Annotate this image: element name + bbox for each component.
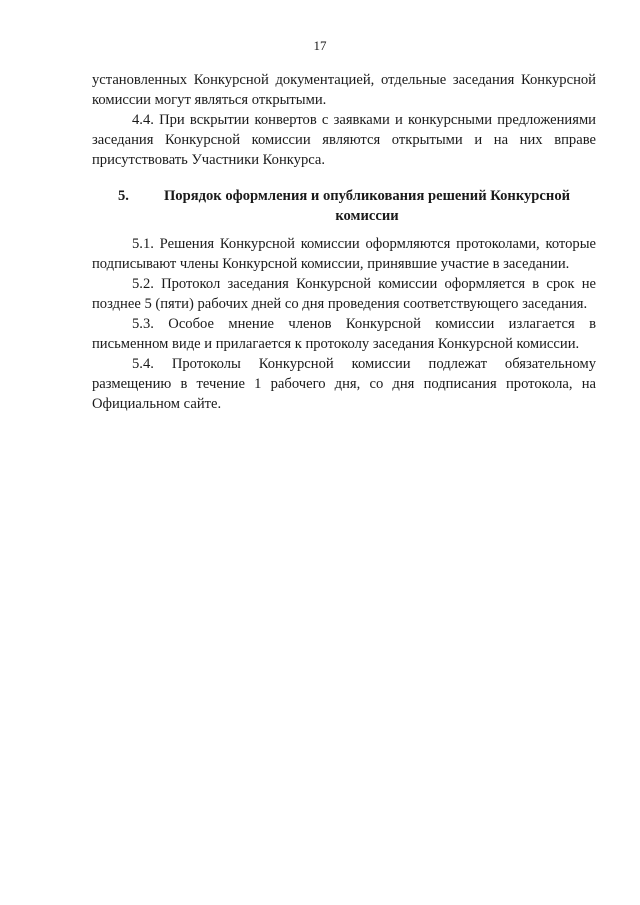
paragraph-5-3: 5.3. Особое мнение членов Конкурсной комиссии излагается в письменном виде и прилагается к протоколу заседания Конкурсной комиссии. [92,316,596,352]
section-heading [92,186,596,226]
paragraph-5-4: 5.4. Протоколы Конкурсной комиссии подлежат обязательному размещению в течение 1 рабочего дня, со дня подписания протокола, на Официальном сайте. [92,356,596,412]
page-number: 17 [313,38,327,53]
paragraph-5-1: 5.1. Решения Конкурсной комиссии оформляются протоколами, которые подписывают члены Конкурсной комиссии, принявшие участие в заседании. [92,236,596,272]
paragraph-4-4: 4.4. При вскрытии конвертов с заявками и конкурсными предложениями заседания Конкурсной комиссии являются открытыми и на них вправе присутствовать Участники Конкурса. [92,112,596,168]
section-title: Порядок оформления и опубликования решений Конкурсной комиссии [163,188,571,224]
document-body [92,70,596,414]
section-number: 5. [118,188,129,204]
paragraph-5-2: 5.2. Протокол заседания Конкурсной комиссии оформляется в срок не позднее 5 (пяти) рабочих дней со дня проведения соответствующего заседания. [92,276,596,312]
paragraph-continuation: установленных Конкурсной документацией, отдельные заседания Конкурсной комиссии могут являться открытыми. [92,72,596,108]
